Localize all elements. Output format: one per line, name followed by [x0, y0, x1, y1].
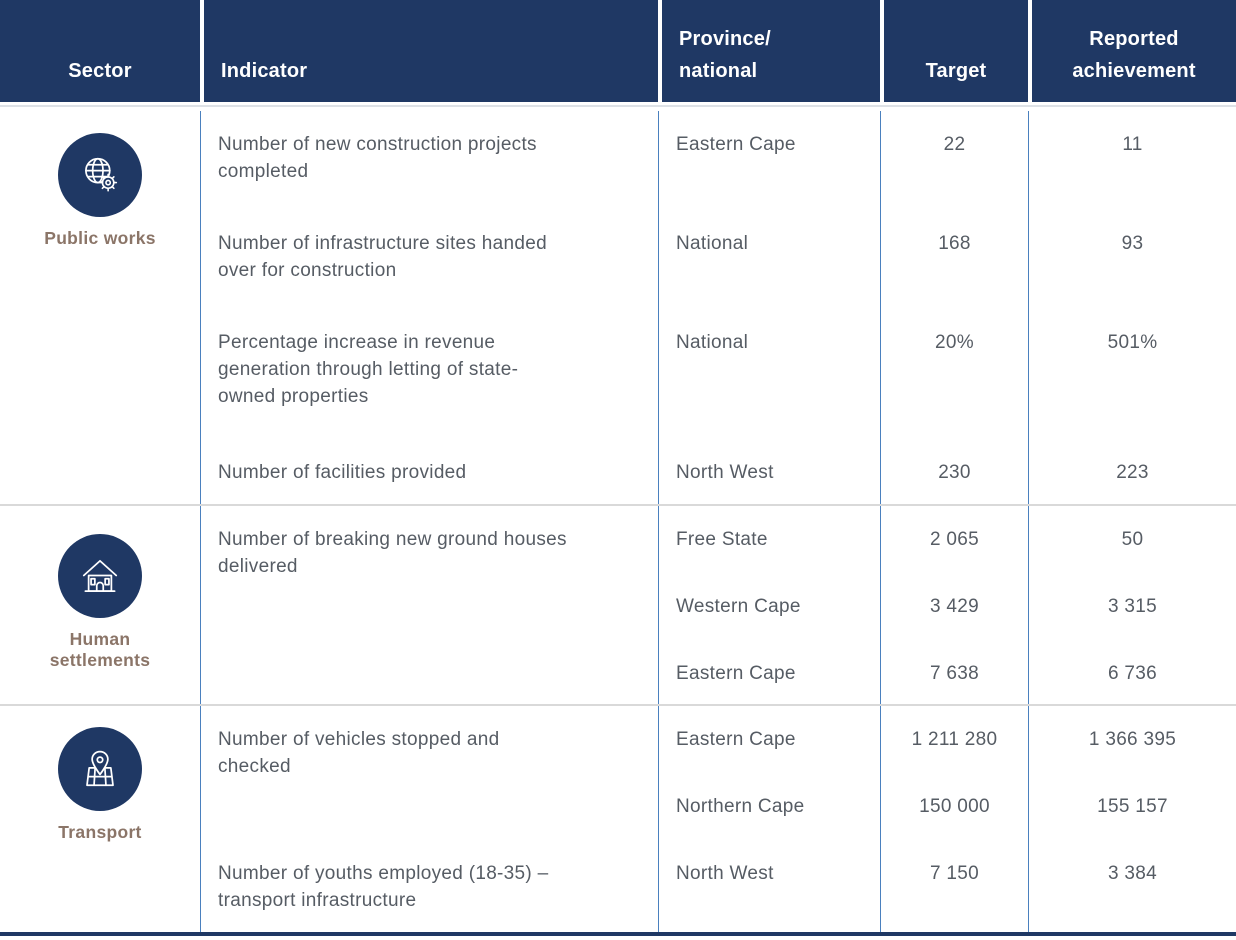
indicator-cell — [200, 706, 658, 840]
globe-gear-icon — [74, 149, 126, 201]
section-transport — [0, 704, 1236, 932]
province-cell: North West — [658, 840, 880, 932]
target-cell: 230 — [880, 439, 1028, 504]
table-body — [0, 111, 1236, 932]
sector-cell-public-works — [0, 111, 200, 504]
province-header-line1: Province/ — [679, 28, 771, 50]
indicator-cell — [200, 506, 658, 704]
section-human-settlements — [0, 504, 1236, 704]
sector-label: Public works — [44, 228, 156, 248]
map-pin-icon — [74, 743, 126, 795]
human-settlements-icon-circle — [58, 534, 142, 618]
achievement-cell: 1 366 395 — [1028, 706, 1236, 773]
reported-header-line1: Reported — [1089, 28, 1179, 50]
achievement-cell: 501% — [1028, 309, 1236, 439]
section-public-works — [0, 111, 1236, 504]
achievement-cell: 223 — [1028, 439, 1236, 504]
reported-header-line2: achievement — [1072, 60, 1196, 82]
indicator-text: Number of infrastructure sites handed over for construction — [218, 233, 547, 281]
target-cell: 7 638 — [880, 640, 1028, 704]
header-divider — [0, 105, 1236, 107]
indicator-text: Number of facilities provided — [218, 462, 467, 483]
indicator-cell — [200, 210, 658, 309]
indicator-text: Number of new construction projects completed — [218, 134, 537, 182]
achievement-cell: 93 — [1028, 210, 1236, 309]
target-cell: 168 — [880, 210, 1028, 309]
province-cell: North West — [658, 439, 880, 504]
target-cell: 3 429 — [880, 573, 1028, 640]
target-cell: 150 000 — [880, 773, 1028, 840]
column-header-target — [880, 0, 1028, 102]
province-cell: Free State — [658, 506, 880, 573]
public-works-icon-circle — [58, 133, 142, 217]
achievement-cell: 6 736 — [1028, 640, 1236, 704]
province-cell: Eastern Cape — [658, 111, 880, 210]
sector-label: Human settlements — [49, 629, 151, 670]
province-cell: Eastern Cape — [658, 706, 880, 773]
indicator-cell — [200, 111, 658, 210]
column-header-province — [658, 0, 880, 102]
province-cell: Northern Cape — [658, 773, 880, 840]
target-cell: 22 — [880, 111, 1028, 210]
province-cell: National — [658, 309, 880, 439]
achievement-cell: 155 157 — [1028, 773, 1236, 840]
column-header-sector — [0, 0, 200, 102]
column-header-sector-label: Sector — [68, 60, 132, 82]
column-header-indicator — [200, 0, 658, 102]
indicator-text: Percentage increase in revenue generation through letting of state-owned properties — [218, 332, 519, 407]
province-cell: Western Cape — [658, 573, 880, 640]
target-cell: 7 150 — [880, 840, 1028, 932]
sector-cell-transport — [0, 706, 200, 932]
indicator-cell — [200, 439, 658, 504]
target-cell: 20% — [880, 309, 1028, 439]
table-header — [0, 0, 1236, 103]
sector-cell-human-settlements — [0, 506, 200, 704]
province-cell: National — [658, 210, 880, 309]
indicator-text: Number of youths employed (18-35) – transport infrastructure — [218, 863, 549, 911]
indicator-cell — [200, 309, 658, 439]
province-header-line2: national — [679, 60, 758, 82]
achievement-cell: 3 384 — [1028, 840, 1236, 932]
column-header-target-label: Target — [925, 60, 987, 82]
target-cell: 2 065 — [880, 506, 1028, 573]
house-icon — [74, 550, 126, 602]
province-cell: Eastern Cape — [658, 640, 880, 704]
achievement-cell: 3 315 — [1028, 573, 1236, 640]
column-header-indicator-label: Indicator — [221, 60, 308, 82]
column-header-reported — [1028, 0, 1236, 102]
indicator-cell — [200, 840, 658, 932]
table-bottom-border — [0, 932, 1236, 936]
target-cell: 1 211 280 — [880, 706, 1028, 773]
transport-icon-circle — [58, 727, 142, 811]
achievement-cell: 50 — [1028, 506, 1236, 573]
indicator-text: Number of breaking new ground houses delivered — [218, 529, 567, 577]
indicator-text: Number of vehicles stopped and checked — [218, 729, 500, 777]
achievement-cell: 11 — [1028, 111, 1236, 210]
sector-label: Transport — [58, 822, 142, 842]
